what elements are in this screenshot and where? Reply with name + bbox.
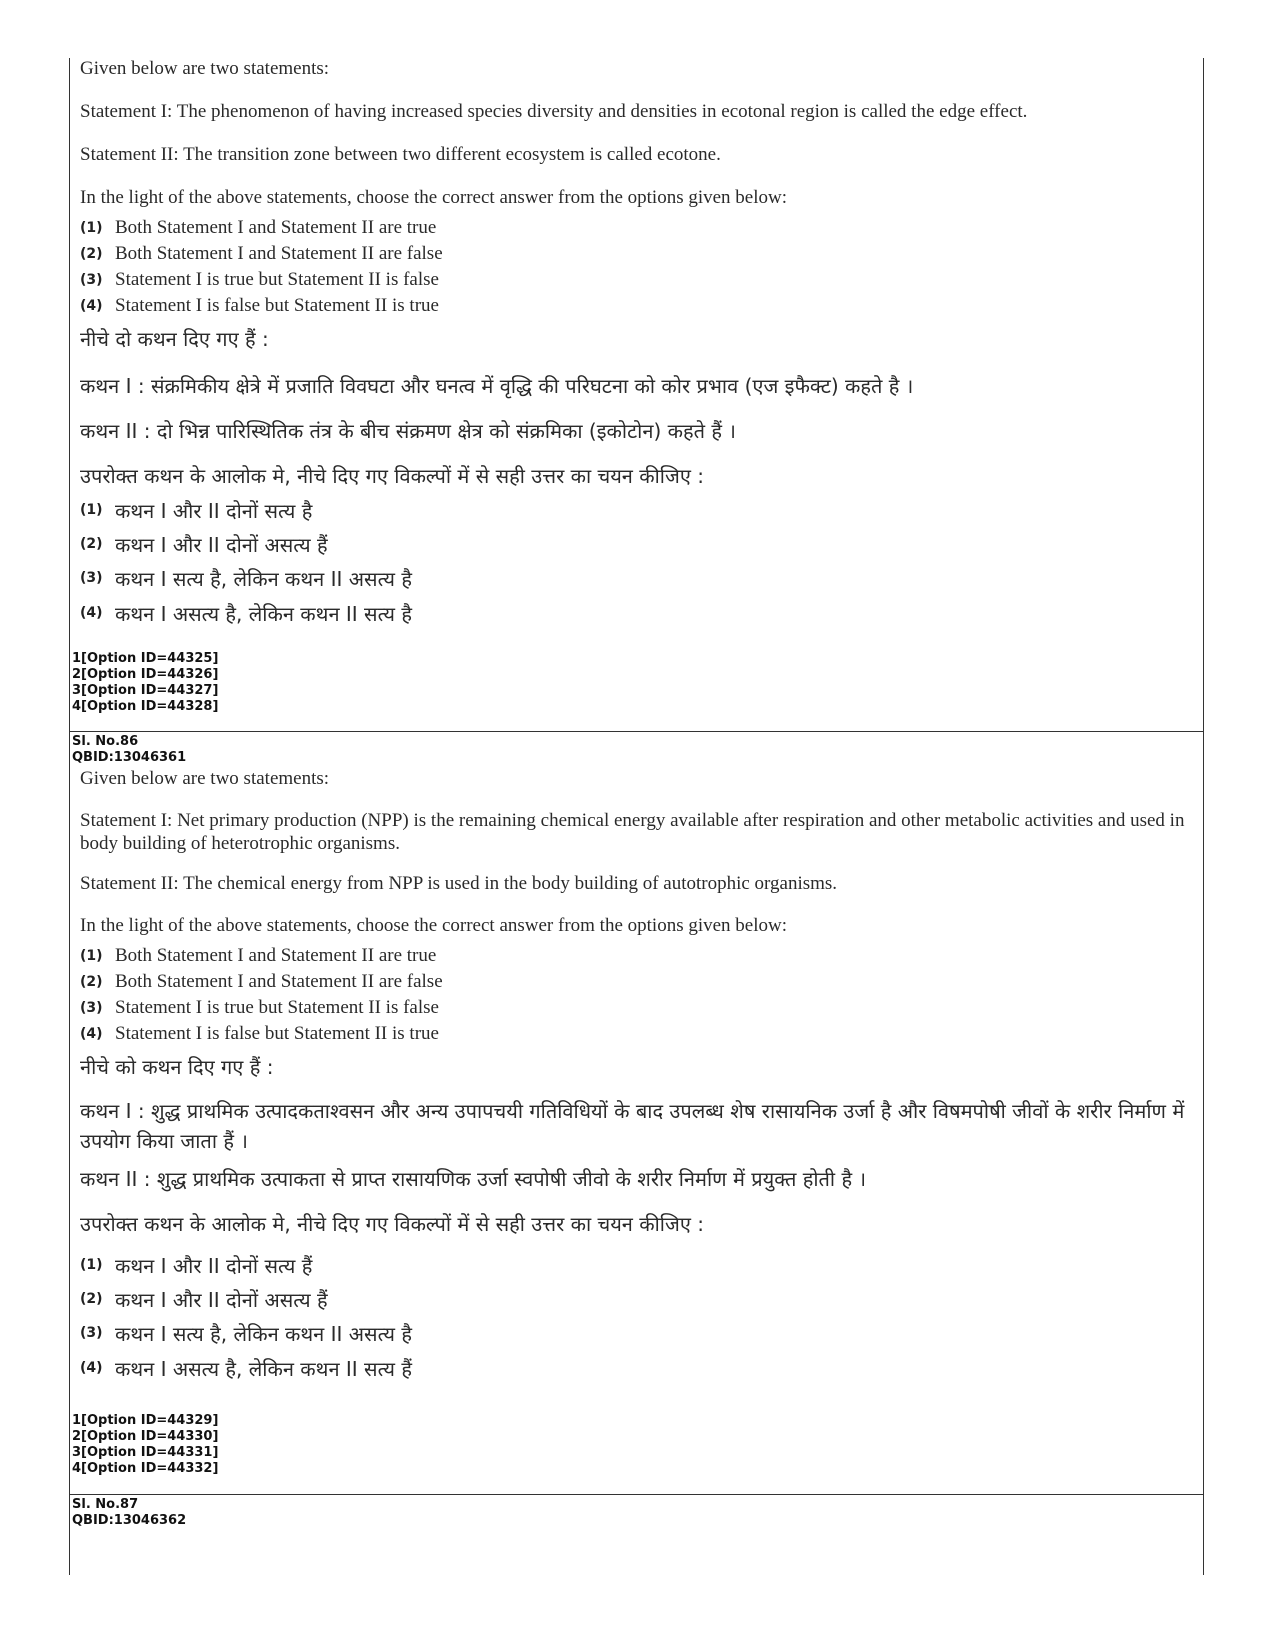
- divider-q87: [69, 1494, 1204, 1495]
- q86-option-2-number: (2): [80, 974, 103, 990]
- q86-statement-2-en: Statement II: The chemical energy from NPP is used in the body building of autotrophic organisms.: [80, 873, 838, 894]
- divider-q86: [69, 731, 1204, 732]
- q85-option-1-en[interactable]: Both Statement I and Statement II are true: [115, 217, 437, 238]
- q86-option-4-hi[interactable]: कथन I असत्य है, लेकिन कथन II सत्य हैं: [115, 1357, 412, 1381]
- q86-prompt-hi: उपरोक्त कथन के आलोक मे, नीचे दिए गए विकल्पों में से सही उत्तर का चयन कीजिए :: [80, 1212, 704, 1236]
- q85-option-4-en[interactable]: Statement I is false but Statement II is true: [115, 295, 439, 316]
- q85-statement-1-en: Statement I: The phenomenon of having increased species diversity and densities in ecotonal region is called the edge effect.: [80, 101, 1028, 122]
- q86-option-hi-1-number: (1): [80, 1257, 103, 1273]
- q86-option-2-hi[interactable]: कथन I और II दोनों असत्य हैं: [115, 1288, 328, 1312]
- q85-option-id-2: 2[Option ID=44326]: [72, 667, 219, 682]
- q86-intro-hi: नीचे को कथन दिए गए हैं :: [80, 1055, 274, 1079]
- q85-statement-1-hi: कथन I : संक्रमिकीय क्षेत्रे में प्रजाति विवघटा और घनत्व में वृद्धि की परिघटना को कोर प्रभाव (एज इफैक्ट) कहते है ।: [80, 374, 914, 398]
- q86-statement-1-hi: कथन I : शुद्ध प्राथमिक उत्पादकताश्वसन और अन्य उपापचयी गतिविधियों के बाद उपलब्ध शेष रासायनिक उर्जा है और विषमपोषी जीवों के शरीर निर्माण में उपयोग किया जाता हैं ।: [80, 1099, 1185, 1153]
- q85-option-3-en[interactable]: Statement I is true but Statement II is false: [115, 269, 439, 290]
- q85-option-id-3: 3[Option ID=44327]: [72, 683, 219, 698]
- q86-serial-number: Sl. No.86: [72, 734, 139, 749]
- q86-option-id-4: 4[Option ID=44332]: [72, 1461, 219, 1476]
- q86-option-id-3: 3[Option ID=44331]: [72, 1445, 219, 1460]
- q86-option-hi-4-number: (4): [80, 1360, 103, 1376]
- q85-option-hi-2-number: (2): [80, 536, 103, 552]
- q86-prompt-en: In the light of the above statements, choose the correct answer from the options given below:: [80, 915, 788, 936]
- q86-statement-1-en: Statement I: Net primary production (NPP) is the remaining chemical energy available after respiration and other metabolic activities and used in body building of heterotrophic organisms.: [80, 810, 1185, 854]
- q85-option-4-hi[interactable]: कथन I असत्य है, लेकिन कथन II सत्य है: [115, 602, 412, 626]
- q85-option-2-en[interactable]: Both Statement I and Statement II are false: [115, 243, 443, 264]
- q87-serial-number: Sl. No.87: [72, 1497, 139, 1512]
- q86-statement-2-hi: कथन II : शुद्ध प्राथमिक उत्पाकता से प्राप्त रासायणिक उर्जा स्वपोषी जीवो के शरीर निर्माण में प्रयुक्त होती है ।: [80, 1167, 867, 1191]
- q86-option-4-number: (4): [80, 1026, 103, 1042]
- q85-option-1-hi[interactable]: कथन I और II दोनों सत्य है: [115, 499, 313, 523]
- q86-intro-en: Given below are two statements:: [80, 768, 330, 789]
- q86-option-3-hi[interactable]: कथन I सत्य है, लेकिन कथन II असत्य है: [115, 1322, 412, 1346]
- q85-option-id-1: 1[Option ID=44325]: [72, 651, 219, 666]
- q86-option-1-hi[interactable]: कथन I और II दोनों सत्य हैं: [115, 1254, 313, 1278]
- q86-option-hi-3-number: (3): [80, 1325, 103, 1341]
- q86-option-id-1: 1[Option ID=44329]: [72, 1413, 219, 1428]
- q86-option-2-en[interactable]: Both Statement I and Statement II are false: [115, 971, 443, 992]
- q86-option-hi-2-number: (2): [80, 1291, 103, 1307]
- q85-option-2-hi[interactable]: कथन I और II दोनों असत्य हैं: [115, 533, 328, 557]
- q86-option-id-2: 2[Option ID=44330]: [72, 1429, 219, 1444]
- q85-option-hi-4-number: (4): [80, 605, 103, 621]
- q85-statement-2-en: Statement II: The transition zone between two different ecosystem is called ecotone.: [80, 144, 721, 165]
- q86-qbid: QBID:13046361: [72, 750, 187, 765]
- q85-option-1-number: (1): [80, 220, 103, 236]
- q85-option-2-number: (2): [80, 246, 103, 262]
- q86-option-3-en[interactable]: Statement I is true but Statement II is false: [115, 997, 439, 1018]
- q85-option-hi-1-number: (1): [80, 502, 103, 518]
- q85-option-id-4: 4[Option ID=44328]: [72, 699, 219, 714]
- q86-option-1-en[interactable]: Both Statement I and Statement II are true: [115, 945, 437, 966]
- q85-intro-en: Given below are two statements:: [80, 58, 330, 79]
- q85-option-3-number: (3): [80, 272, 103, 288]
- q86-option-4-en[interactable]: Statement I is false but Statement II is true: [115, 1023, 439, 1044]
- q85-option-hi-3-number: (3): [80, 570, 103, 586]
- q85-intro-hi: नीचे दो कथन दिए गए हैं :: [80, 327, 269, 351]
- q85-option-4-number: (4): [80, 298, 103, 314]
- q85-prompt-en: In the light of the above statements, choose the correct answer from the options given below:: [80, 187, 788, 208]
- q85-statement-2-hi: कथन II : दो भिन्न पारिस्थितिक तंत्र के बीच संक्रमण क्षेत्र को संक्रमिका (इकोटोन) कहते हैं ।: [80, 419, 736, 443]
- q85-prompt-hi: उपरोक्त कथन के आलोक मे, नीचे दिए गए विकल्पों में से सही उत्तर का चयन कीजिए :: [80, 464, 704, 488]
- q87-qbid: QBID:13046362: [72, 1513, 187, 1528]
- q86-option-1-number: (1): [80, 948, 103, 964]
- q86-option-3-number: (3): [80, 1000, 103, 1016]
- q85-option-3-hi[interactable]: कथन I सत्य है, लेकिन कथन II असत्य है: [115, 567, 412, 591]
